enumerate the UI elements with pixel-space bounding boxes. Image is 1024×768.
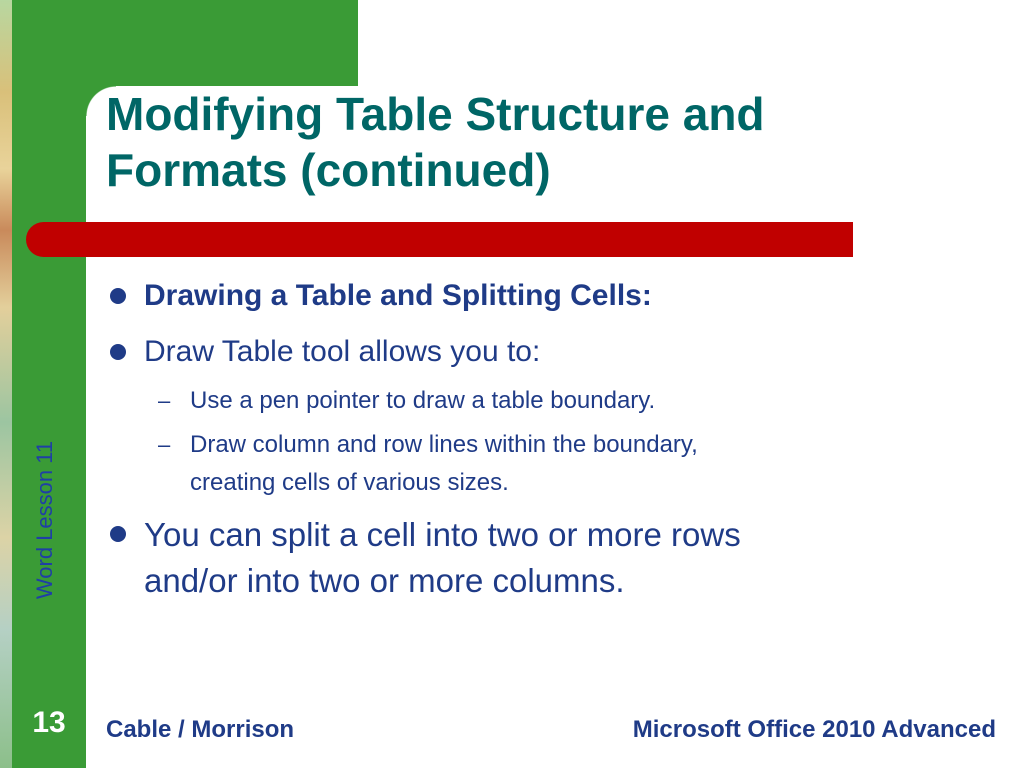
slide-content	[104, 272, 964, 604]
bullet-item-draw-table	[104, 328, 964, 376]
footer-course-title: Microsoft Office 2010 Advanced	[632, 716, 996, 743]
bullet-item-heading	[104, 272, 964, 320]
sub-bullet-text-line-2: creating cells of various sizes.	[190, 469, 509, 496]
dash-bullet-icon: –	[158, 388, 171, 413]
bullet-text: Draw Table tool allows you to:	[144, 335, 541, 368]
sub-bullet-item	[104, 382, 964, 420]
title-line-1: Modifying Table Structure and	[106, 88, 765, 140]
slide-title	[106, 86, 866, 198]
bullet-text-line-1: You can split a cell into two or more rows	[144, 516, 741, 553]
title-line-2: Formats (continued)	[106, 144, 551, 196]
footer-authors: Cable / Morrison	[106, 716, 295, 743]
red-divider-bar	[26, 222, 853, 257]
bullet-dot-icon	[110, 288, 126, 304]
bullet-dot-icon	[110, 526, 126, 542]
dash-bullet-icon: –	[158, 432, 171, 457]
top-green-block	[12, 0, 358, 86]
sub-bullet-text-line-1: Draw column and row lines within the boundary,	[190, 431, 698, 458]
sub-bullet-text: Use a pen pointer to draw a table boundary.	[190, 387, 656, 414]
bullet-dot-icon	[110, 344, 126, 360]
bullet-text-line-2: and/or into two or more columns.	[144, 562, 625, 599]
slide-number: 13	[32, 706, 66, 739]
sub-bullet-item	[104, 426, 964, 502]
side-lesson-label: Word Lesson 11	[32, 440, 57, 600]
left-green-bar	[12, 0, 86, 768]
bullet-item-split-cells	[104, 512, 964, 604]
bullet-text: Drawing a Table and Splitting Cells:	[144, 279, 652, 312]
decorative-photo-strip	[0, 0, 12, 768]
